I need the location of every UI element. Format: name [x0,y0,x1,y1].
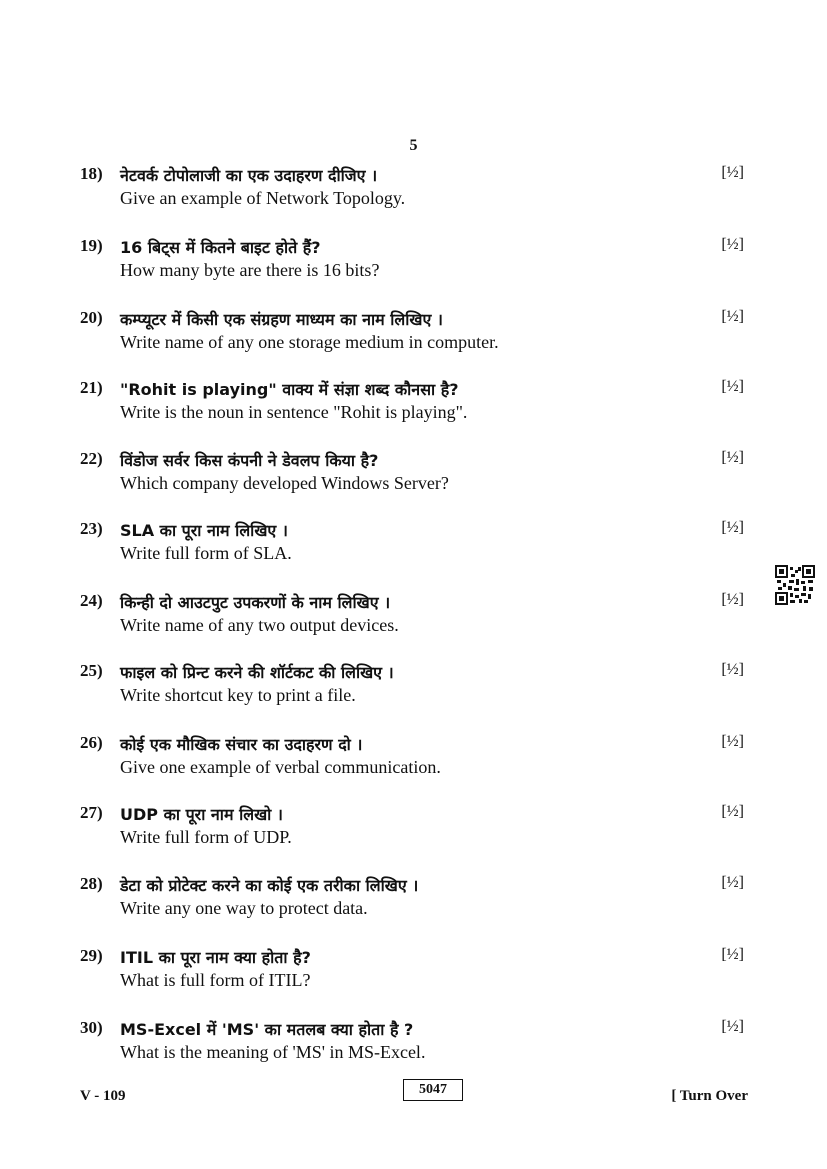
question-text-english: Write name of any one storage medium in computer. [120,332,499,352]
paper-code: V - 109 [80,1088,126,1104]
question-text-english: Give an example of Network Topology. [120,188,406,208]
marks: [½] [721,308,744,325]
question-21 [80,378,750,434]
question-text-english: Write full form of SLA. [120,543,292,563]
question-29 [80,946,750,1002]
question-number: 24) [80,591,103,610]
question-text-hindi: कम्प्यूटर में किसी एक संग्रहण माध्यम का नाम लिखिए । [120,310,443,329]
question-number: 26) [80,733,103,752]
question-text-hindi: फाइल को प्रिन्ट करने की शॉर्टकट की लिखिए । [120,663,394,682]
question-number: 22) [80,449,103,468]
marks: [½] [721,591,744,608]
question-text-english: What is the meaning of 'MS' in MS-Excel. [120,1042,426,1062]
question-number: 19) [80,236,103,255]
question-number: 29) [80,946,103,965]
question-text-hindi: "Rohit is playing" वाक्य में संज्ञा शब्द कौनसा है? [120,380,459,399]
question-text-hindi: कोई एक मौखिक संचार का उदाहरण दो । [120,735,363,754]
marks: [½] [721,1018,744,1035]
question-22 [80,449,750,505]
question-number: 21) [80,378,103,397]
question-text-hindi: ITIL का पूरा नाम क्या होता है? [120,948,311,967]
question-text-english: What is full form of ITIL? [120,970,311,990]
question-24 [80,591,750,647]
question-number: 30) [80,1018,103,1037]
marks: [½] [721,519,744,536]
question-number: 28) [80,874,103,893]
turn-over-label: [ Turn Over [671,1088,748,1104]
question-number: 27) [80,803,103,822]
question-number: 23) [80,519,103,538]
marks: [½] [721,874,744,891]
marks: [½] [721,946,744,963]
question-text-hindi: SLA का पूरा नाम लिखिए । [120,521,288,540]
question-25 [80,661,750,717]
question-19 [80,236,750,292]
qr-code-icon [775,565,815,605]
question-28 [80,874,750,930]
question-number: 20) [80,308,103,327]
question-text-hindi: 16 बिट्स में कितने बाइट होते हैं? [120,238,321,257]
question-text-english: Write shortcut key to print a file. [120,685,356,705]
question-20 [80,308,750,364]
question-18 [80,164,750,220]
question-text-hindi: विंडोज सर्वर किस कंपनी ने डेवलप किया है? [120,451,379,470]
question-text-hindi: MS-Excel में 'MS' का मतलब क्या होता है ? [120,1020,414,1039]
question-paper-number: 5047 [403,1079,463,1101]
question-30 [80,1018,750,1074]
marks: [½] [721,236,744,253]
question-text-english: Write any one way to protect data. [120,898,368,918]
question-text-english: How many byte are there is 16 bits? [120,260,380,280]
question-text-hindi: UDP का पूरा नाम लिखो । [120,805,283,824]
question-text-english: Give one example of verbal communication. [120,757,441,777]
marks: [½] [721,449,744,466]
page-number: 5 [409,137,418,154]
marks: [½] [721,733,744,750]
question-number: 18) [80,164,103,183]
question-text-hindi: किन्ही दो आउटपुट उपकरणों के नाम लिखिए । [120,593,391,612]
question-23 [80,519,750,575]
question-text-english: Write full form of UDP. [120,827,292,847]
question-text-hindi: नेटवर्क टोपोलाजी का एक उदाहरण दीजिए । [120,166,378,185]
marks: [½] [721,164,744,181]
question-text-english: Write is the noun in sentence "Rohit is playing". [120,402,468,422]
question-text-hindi: डेटा को प्रोटेक्ट करने का कोई एक तरीका लिखिए । [120,876,419,895]
question-text-english: Write name of any two output devices. [120,615,399,635]
marks: [½] [721,378,744,395]
question-27 [80,803,750,859]
marks: [½] [721,803,744,820]
question-text-english: Which company developed Windows Server? [120,473,449,493]
question-26 [80,733,750,789]
marks: [½] [721,661,744,678]
question-number: 25) [80,661,103,680]
